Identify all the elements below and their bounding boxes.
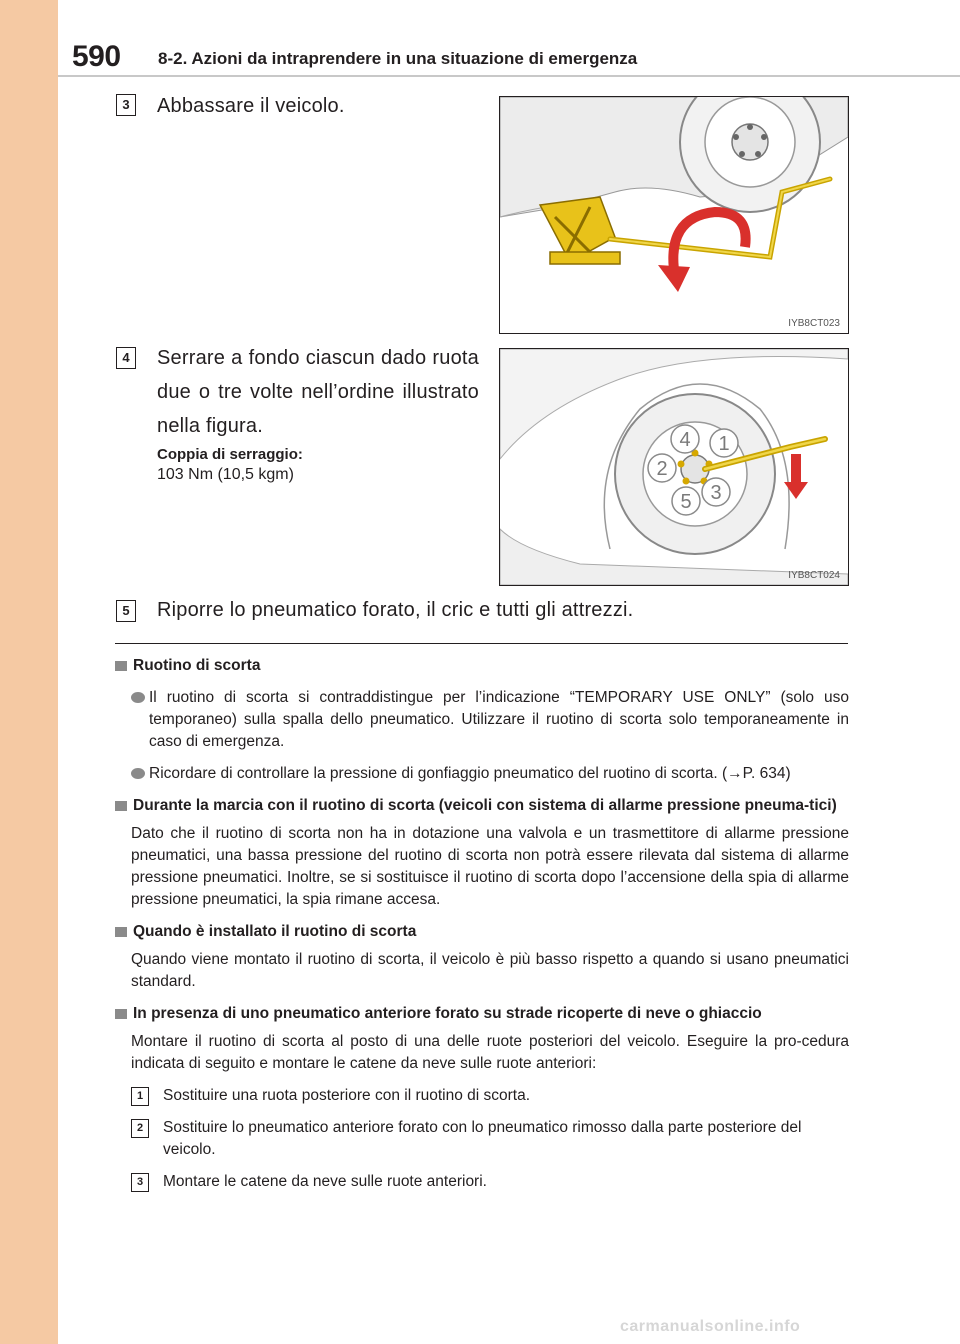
nut-label-3: 3 [710, 482, 722, 504]
note-paragraph: Dato che il ruotino di scorta non ha in dotazione una valvola e un trasmettitore di allarme pressione pneumatici, una bassa pressione del ruotino di scorta non potrà essere rilevata dal sistema di allarme pressione pneumatici. Inoltre, se si sostituisce il ruotino di scorta dopo l’accensione della spia di allarme pressione pneumatici, la spia rimane accesa. [131, 825, 849, 908]
circle-bullet-icon [131, 692, 145, 703]
figure-lower-vehicle [499, 96, 849, 334]
lower-vehicle-illustration [500, 97, 848, 333]
sub-steps-list [115, 1085, 849, 1193]
figure-tighten-nuts [499, 348, 849, 586]
square-bullet-icon [115, 801, 127, 811]
torque-label: Coppia di serraggio: [157, 446, 303, 463]
note-heading-text: In presenza di uno pneumatico anteriore forato su strade ricoperte di neve o ghiaccio [133, 1005, 762, 1022]
step-5-badge: 5 [116, 600, 136, 622]
step-4-badge: 4 [116, 347, 136, 369]
side-band [0, 0, 58, 1344]
note-bullet-text: Ricordare di controllare la pressione di gonfiaggio pneumatico del ruotino di scorta. (→P. 634) [149, 765, 791, 782]
sub-step [131, 1085, 849, 1107]
sub-step [131, 1171, 849, 1193]
note-bullet [115, 687, 849, 753]
page-number: 590 [72, 40, 121, 73]
step-4-text: Serrare a fondo ciascun dado ruota due o tre volte nell’ordine illustrato nella figura. [157, 347, 479, 437]
note-paragraph: Montare il ruotino di scorta al posto di una delle ruote posteriori del veicolo. Eseguire la pro-cedura indicata di seguito e montare le catene da neve sulle ruote anteriori: [131, 1033, 849, 1072]
square-bullet-icon [115, 1009, 127, 1019]
note-heading-text: Quando è installato il ruotino di scorta [133, 923, 417, 940]
step-5-text: Riporre lo pneumatico forato, il cric e tutti gli attrezzi. [157, 599, 634, 621]
sub-step-badge: 1 [131, 1087, 149, 1106]
square-bullet-icon [115, 661, 127, 671]
note-heading-text: Durante la marcia con il ruotino di scorta (veicoli con sistema di allarme pressione pneuma-tici) [133, 797, 837, 814]
step-3-badge: 3 [116, 94, 136, 116]
sub-step-text: Sostituire una ruota posteriore con il ruotino di scorta. [163, 1087, 531, 1104]
step-3-text: Abbassare il veicolo. [157, 95, 345, 117]
tighten-nuts-illustration [500, 349, 848, 585]
figure-1-code: IYB8CT023 [788, 318, 840, 329]
note-heading-text: Ruotino di scorta [133, 657, 261, 674]
sub-step [131, 1117, 849, 1161]
sub-step-text: Sostituire lo pneumatico anteriore forato con lo pneumatico rimosso dalla parte posteriore del veicolo. [163, 1119, 802, 1158]
section-divider [115, 643, 848, 644]
figure-2-code: IYB8CT024 [788, 570, 840, 581]
nut-label-1: 1 [718, 433, 730, 455]
nut-label-2: 2 [656, 458, 668, 480]
sub-step-badge: 2 [131, 1119, 149, 1138]
jack-icon [540, 197, 620, 264]
note-paragraph: Quando viene montato il ruotino di scorta, il veicolo è più basso rispetto a quando si usano pneumatici standard. [131, 951, 849, 990]
note-heading-installed-spare [115, 921, 849, 943]
sub-step-badge: 3 [131, 1173, 149, 1192]
section-title: 8-2. Azioni da intraprendere in una situazione di emergenza [158, 49, 638, 68]
note-heading-snow-ice [115, 1003, 849, 1025]
torque-value: 103 Nm (10,5 kgm) [157, 466, 294, 483]
note-heading-spare-tire [115, 655, 849, 677]
note-bullet-text: Il ruotino di scorta si contraddistingue per l’indicazione “TEMPORARY USE ONLY” (solo uso temporaneo) sulla spalla dello pneumatico. Utilizzare il ruotino di scorta solo temporaneamente in caso di emergenza. [149, 689, 849, 750]
nut-label-4: 4 [679, 429, 691, 451]
sub-step-text: Montare le catene da neve sulle ruote anteriori. [163, 1173, 487, 1190]
watermark: carmanualsonline.info [620, 1318, 801, 1335]
note-heading-driving-spare [115, 795, 849, 817]
notes-section [115, 655, 849, 1193]
note-bullet [115, 763, 849, 785]
circle-bullet-icon [131, 768, 145, 779]
header-rule [58, 75, 960, 77]
nut-label-5: 5 [680, 491, 692, 513]
square-bullet-icon [115, 927, 127, 937]
